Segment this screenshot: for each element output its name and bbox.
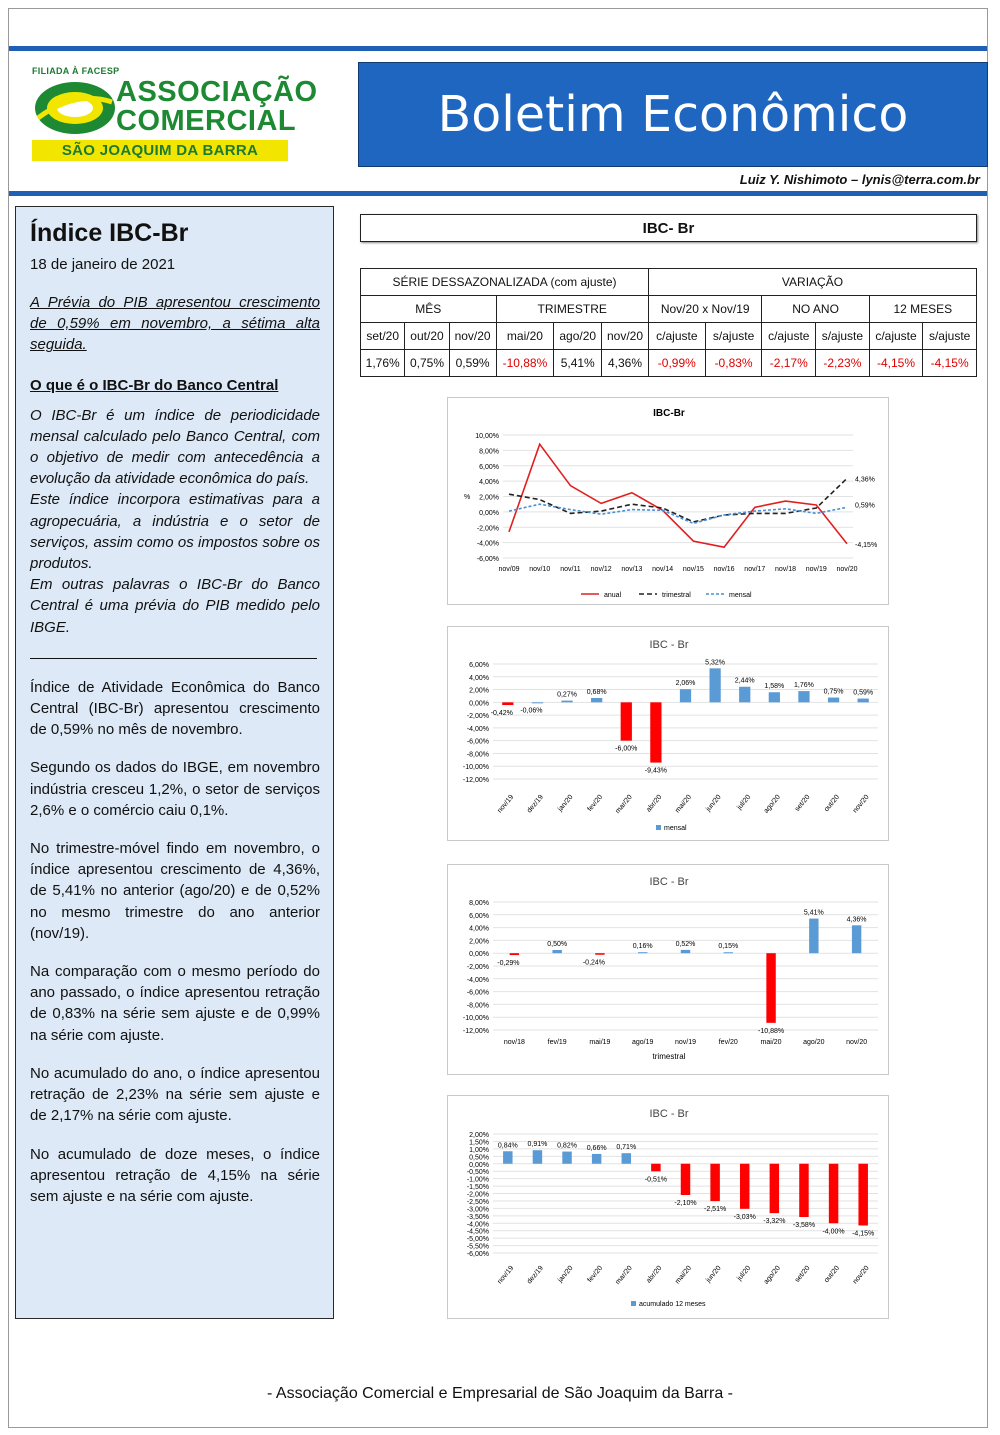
data-label: 0,27% [557, 691, 577, 699]
sidebar-definition [30, 405, 320, 638]
bar [562, 1152, 571, 1164]
x-tick-label: mar/20 [614, 1264, 634, 1286]
legend-label: mensal [664, 825, 687, 832]
chart-title: IBC-Br [653, 408, 685, 419]
y-tick-label: 8,00% [479, 448, 499, 456]
x-tick-label: nov/19 [674, 1039, 697, 1046]
y-tick-label: -6,00% [466, 989, 489, 997]
y-tick-label: -4,00% [466, 725, 489, 733]
chart-quarterly [448, 865, 890, 1076]
bar [858, 699, 869, 703]
definition-text: Este índice incorpora estimativas para a agropecuária, a indústria e o setor de serviços, assim como os impostos sobre os produtos. [30, 491, 320, 573]
sidebar-paragraph: No trimestre-móvel findo em novembro, o índice apresentou crescimento de 4,36%, de 5,41% no anterior (ago/20) e de 0,52% no mesmo trimestre do ano anterior (nov/19). [30, 840, 320, 942]
chart-title: IBC - Br [649, 639, 689, 651]
chart-accumulated-panel [447, 1095, 889, 1319]
chart-line-panel [447, 397, 889, 605]
section-title: IBC- Br [360, 214, 977, 242]
data-label: -0,06% [520, 707, 543, 715]
x-tick-label: nov/17 [744, 566, 766, 573]
x-tick-label: nov/13 [621, 566, 643, 573]
x-tick-label: fev/20 [586, 1264, 605, 1284]
data-label: -0,42% [490, 710, 513, 718]
x-tick-label: dez/19 [526, 793, 545, 815]
series-line-anual [509, 444, 847, 547]
y-tick-label: 2,00% [469, 687, 489, 695]
table-subheader: 12 MESES [869, 296, 976, 323]
bar [622, 1153, 631, 1164]
data-label: -3,03% [733, 1213, 756, 1221]
bar [681, 1164, 690, 1195]
bar [503, 1151, 512, 1163]
data-label: -10,88% [758, 1027, 785, 1035]
x-tick-label: jan/20 [556, 1264, 575, 1284]
bar [852, 925, 861, 953]
chart-title: IBC - Br [649, 1108, 689, 1120]
bar [858, 1164, 867, 1226]
sidebar-paragraph: Índice de Atividade Econômica do Banco Central (IBC-Br) apresentou crescimento de 0,59% no mês de novembro. [30, 678, 320, 739]
x-tick-label: nov/19 [496, 793, 516, 815]
x-tick-label: fev/20 [586, 793, 605, 813]
table-column-header: out/20 [405, 323, 449, 350]
chart-quarterly-panel [447, 864, 889, 1075]
chart-monthly-panel [447, 626, 889, 841]
bar [680, 689, 691, 702]
end-data-label: 0,59% [855, 502, 875, 510]
y-tick-label: 0,00% [479, 509, 499, 517]
x-tick-label: jul/20 [736, 1264, 753, 1283]
table-cell: -2,17% [762, 350, 816, 377]
data-label: 0,71% [616, 1144, 637, 1152]
y-tick-label: -2,00% [466, 1191, 489, 1199]
bar [502, 702, 513, 705]
sidebar [15, 206, 334, 1319]
bar [770, 1164, 779, 1213]
y-tick-label: -6,00% [476, 556, 499, 563]
sidebar-heading: O que é o IBC-Br do Banco Central [30, 376, 279, 394]
y-tick-label: -2,00% [466, 964, 489, 971]
data-label: 0,15% [718, 943, 739, 951]
table-column-header: s/ajuste [816, 323, 870, 350]
bar [592, 1154, 601, 1164]
x-tick-label: nov/19 [805, 566, 827, 573]
logo-city: SÃO JOAQUIM DA BARRA [32, 140, 288, 161]
definition-text: Em outras palavras o IBC-Br do Banco Central é uma prévia do PIB medido pelo IBGE. [30, 576, 320, 636]
y-tick-label: -2,50% [466, 1198, 489, 1206]
legend-swatch [656, 825, 661, 830]
sidebar-lead: A Prévia do PIB apresentou crescimento de 0,59% em novembro, a sétima alta seguida. [30, 294, 320, 354]
x-tick-label: ago/20 [762, 1264, 782, 1286]
table-column-header: s/ajuste [923, 323, 977, 350]
data-label: -9,43% [644, 767, 667, 775]
sidebar-paragraph: No acumulado de doze meses, o índice apresentou retração de 4,15% na série sem ajuste e na série com ajuste. [30, 1145, 320, 1205]
chart-title: IBC - Br [649, 876, 689, 888]
x-tick-label: mai/20 [674, 1264, 694, 1286]
logo-name-line2: COMERCIAL [116, 105, 297, 137]
y-tick-label: -10,00% [462, 764, 489, 772]
data-label: -6,00% [615, 745, 638, 753]
x-tick-label: nov/20 [836, 566, 858, 573]
y-tick-label: 0,00% [469, 951, 489, 959]
bar [621, 702, 632, 740]
table-cell: -4,15% [869, 350, 923, 377]
page-title: Boletim Econômico [358, 62, 988, 167]
indicator-table [360, 268, 977, 377]
bar [769, 692, 780, 702]
y-tick-label: -12,00% [462, 1028, 489, 1035]
data-label: -3,32% [763, 1218, 786, 1226]
x-tick-label: fev/20 [718, 1039, 738, 1046]
x-tick-label: mai/20 [760, 1039, 782, 1046]
end-data-label: -4,15% [855, 541, 878, 549]
y-tick-label: 1,00% [469, 1146, 489, 1154]
y-tick-label: 8,00% [469, 900, 489, 907]
legend-swatch [631, 1301, 636, 1306]
x-tick-label: nov/14 [652, 566, 674, 573]
chart-accumulated [448, 1096, 890, 1320]
legend-label: trimestral [662, 592, 691, 599]
bar [828, 698, 839, 703]
y-tick-label: 10,00% [475, 433, 499, 440]
series-line-mensal [509, 504, 847, 523]
data-label: 4,36% [846, 916, 867, 924]
bar [651, 1164, 660, 1172]
sidebar-paragraph: No acumulado do ano, o índice apresentou retração de 2,23% na série sem ajuste e de 2,17% na série com ajuste. [30, 1064, 320, 1125]
x-tick-label: mar/20 [614, 793, 634, 815]
y-tick-label: 0,50% [469, 1154, 489, 1162]
footer-text: - Associação Comercial e Empresarial de São Joaquim da Barra - [267, 1385, 733, 1402]
data-label: -3,58% [792, 1222, 816, 1230]
bar [533, 1150, 542, 1164]
data-label: 0,91% [527, 1141, 548, 1149]
series-line-trimestral [509, 478, 847, 522]
logo-emblem-icon [32, 80, 118, 136]
table-group-header: VARIAÇÃO [648, 269, 976, 296]
header-rule [9, 191, 987, 196]
data-label: -0,29% [497, 960, 520, 968]
table-cell: -0,83% [705, 350, 762, 377]
sidebar-paragraph: Segundo os dados do IBGE, em novembro indústria cresceu 1,2%, o setor de serviços 2,6% e o comércio caiu 0,1%. [30, 759, 320, 819]
y-tick-label: 4,00% [469, 925, 489, 933]
bar [532, 702, 543, 703]
x-tick-label: ago/19 [632, 1039, 654, 1046]
x-tick-label: jun/20 [705, 793, 723, 813]
x-tick-label: nov/20 [851, 793, 871, 815]
data-label: 1,58% [764, 683, 785, 691]
y-tick-label: -4,00% [466, 1221, 489, 1229]
data-label: 0,75% [823, 688, 844, 696]
bar [650, 702, 661, 762]
table-cell: -4,15% [923, 350, 977, 377]
definition-text: O IBC-Br é um índice de periodicidade mensal calculado pelo Banco Central, com o objetivo de medir com antecedência a evolução da atividade econômica do país. [30, 406, 320, 488]
author-line: Luiz Y. Nishimoto – lynis@terra.com.br [739, 172, 980, 187]
table-column-header: s/ajuste [705, 323, 762, 350]
y-tick-label: -5,00% [466, 1236, 489, 1244]
table-column-header: ago/20 [554, 323, 602, 350]
x-tick-label: set/20 [793, 1264, 812, 1284]
x-tick-label: nov/18 [775, 566, 797, 573]
table-cell: 1,76% [361, 350, 405, 377]
table-cell: -10,88% [496, 350, 554, 377]
logo-affiliation: FILIADA À FACESP [32, 66, 120, 76]
x-tick-label: ago/20 [803, 1039, 825, 1046]
table-cell: 0,75% [405, 350, 449, 377]
data-label: 5,41% [803, 909, 824, 917]
table-cell: 4,36% [602, 350, 649, 377]
y-tick-label: 6,00% [469, 912, 489, 920]
y-tick-label: -2,00% [476, 525, 499, 533]
y-tick-label: 2,00% [469, 938, 489, 946]
table-column-header: c/ajuste [762, 323, 816, 350]
y-tick-label: 4,00% [469, 674, 489, 682]
table-column-header: nov/20 [602, 323, 649, 350]
bar [829, 1164, 838, 1224]
x-axis-label: trimestral [652, 1052, 686, 1061]
data-label: 0,82% [557, 1142, 577, 1150]
data-label: 0,16% [632, 943, 653, 951]
y-tick-label: 6,00% [469, 662, 489, 669]
x-tick-label: set/20 [793, 793, 812, 813]
x-tick-label: nov/10 [529, 566, 551, 573]
org-logo [30, 64, 318, 162]
y-tick-label: -1,50% [466, 1184, 489, 1192]
x-tick-label: nov/12 [590, 566, 612, 573]
data-label: 0,50% [547, 941, 568, 948]
bar [510, 953, 519, 955]
y-tick-label: -2,00% [466, 713, 489, 721]
y-tick-label: -12,00% [462, 777, 489, 784]
data-label: 1,76% [794, 682, 814, 690]
sidebar-title: Índice IBC-Br [30, 219, 189, 247]
x-tick-label: fev/19 [547, 1039, 567, 1046]
data-label: 2,44% [734, 677, 755, 685]
data-label: -0,51% [644, 1176, 667, 1184]
table-column-header: c/ajuste [648, 323, 705, 350]
table-cell: -2,23% [816, 350, 870, 377]
bar [710, 1164, 719, 1201]
y-tick-label: 0,00% [469, 700, 489, 708]
x-tick-label: abr/20 [645, 793, 664, 814]
bar [766, 953, 775, 1023]
x-tick-label: jun/20 [705, 1264, 723, 1284]
data-label: 5,32% [705, 659, 726, 667]
sidebar-paragraph: Na comparação com o mesmo período do ano passado, o índice apresentou retração de 0,83% na série sem ajuste e de 0,99% na série com ajuste. [30, 963, 320, 1044]
bar [638, 952, 647, 953]
divider [30, 658, 317, 659]
y-tick-label: 6,00% [479, 463, 499, 471]
bar [739, 687, 750, 703]
x-tick-label: dez/19 [526, 1264, 545, 1286]
bar [595, 953, 604, 955]
bar [709, 668, 720, 702]
y-tick-label: -4,50% [466, 1228, 489, 1236]
bar [561, 701, 572, 703]
y-tick-label: -1,00% [466, 1176, 489, 1184]
bar [552, 950, 561, 953]
x-tick-label: mai/19 [589, 1039, 611, 1046]
data-label: 0,68% [586, 688, 607, 696]
data-label: 0,84% [497, 1142, 518, 1150]
table-cell: 5,41% [554, 350, 602, 377]
data-label: -4,15% [852, 1230, 875, 1238]
bar [724, 952, 733, 953]
table-cell: -0,99% [648, 350, 705, 377]
bar [798, 691, 809, 702]
x-tick-label: abr/20 [645, 1264, 664, 1285]
x-tick-label: nov/11 [560, 566, 581, 573]
y-tick-label: -8,00% [466, 751, 489, 759]
y-axis-label: % [464, 494, 471, 501]
bar [591, 698, 602, 702]
x-tick-label: ago/20 [762, 793, 782, 815]
table-subheader: Nov/20 x Nov/19 [648, 296, 762, 323]
x-tick-label: nov/15 [682, 566, 704, 573]
y-tick-label: -10,00% [462, 1015, 489, 1023]
x-tick-label: jul/20 [736, 793, 753, 812]
logo-name-line1: ASSOCIAÇÃO [116, 76, 318, 108]
data-label: 0,59% [853, 689, 874, 697]
table-column-header: mai/20 [496, 323, 554, 350]
table-subheader: MÊS [361, 296, 497, 323]
chart-line [448, 398, 890, 606]
bar [799, 1164, 808, 1217]
y-tick-label: -4,00% [466, 976, 489, 984]
y-tick-label: 2,00% [479, 494, 499, 502]
bar [809, 919, 818, 954]
top-rule [9, 46, 987, 51]
sidebar-date: 18 de janeiro de 2021 [30, 256, 176, 273]
table-cell: 0,59% [449, 350, 496, 377]
y-tick-label: -8,00% [466, 1002, 489, 1010]
table-column-header: c/ajuste [869, 323, 923, 350]
data-label: 2,06% [675, 680, 696, 688]
table-group-header: SÉRIE DESSAZONALIZADA (com ajuste) [361, 269, 649, 296]
x-tick-label: nov/18 [503, 1039, 525, 1046]
y-tick-label: -3,00% [466, 1206, 489, 1214]
data-label: -2,51% [704, 1206, 727, 1214]
table-subheader: TRIMESTRE [496, 296, 648, 323]
data-label: 0,52% [675, 940, 696, 948]
x-tick-label: nov/16 [713, 566, 735, 573]
x-tick-label: mai/20 [674, 793, 694, 815]
legend-label: acumulado 12 meses [639, 1301, 706, 1308]
y-tick-label: -6,00% [466, 738, 489, 746]
y-tick-label: -5,50% [466, 1243, 489, 1251]
data-label: -4,00% [822, 1228, 845, 1236]
chart-monthly [448, 627, 890, 842]
x-tick-label: nov/19 [496, 1264, 516, 1286]
y-tick-label: 1,50% [469, 1139, 489, 1147]
data-label: 0,66% [586, 1144, 607, 1152]
legend-label: anual [604, 592, 622, 599]
x-tick-label: out/20 [823, 793, 842, 814]
x-tick-label: out/20 [823, 1264, 842, 1285]
y-tick-label: -4,00% [476, 540, 499, 548]
bar [740, 1164, 749, 1209]
data-label: -2,10% [674, 1199, 697, 1207]
x-tick-label: nov/20 [851, 1264, 871, 1286]
y-tick-label: 0,00% [469, 1161, 489, 1169]
table-subheader: NO ANO [762, 296, 869, 323]
x-tick-label: nov/09 [498, 566, 520, 573]
y-tick-label: 2,00% [469, 1132, 489, 1139]
y-tick-label: 4,00% [479, 479, 499, 487]
bar [681, 950, 690, 953]
y-tick-label: -3,50% [466, 1213, 489, 1221]
legend-label: mensal [729, 592, 752, 599]
data-label: -0,24% [582, 959, 606, 967]
table-column-header: set/20 [361, 323, 405, 350]
end-data-label: 4,36% [855, 476, 875, 484]
table-column-header: nov/20 [449, 323, 496, 350]
y-tick-label: -0,50% [466, 1169, 489, 1177]
x-tick-label: jan/20 [556, 793, 575, 813]
x-tick-label: nov/20 [846, 1039, 868, 1046]
y-tick-label: -6,00% [466, 1251, 489, 1258]
